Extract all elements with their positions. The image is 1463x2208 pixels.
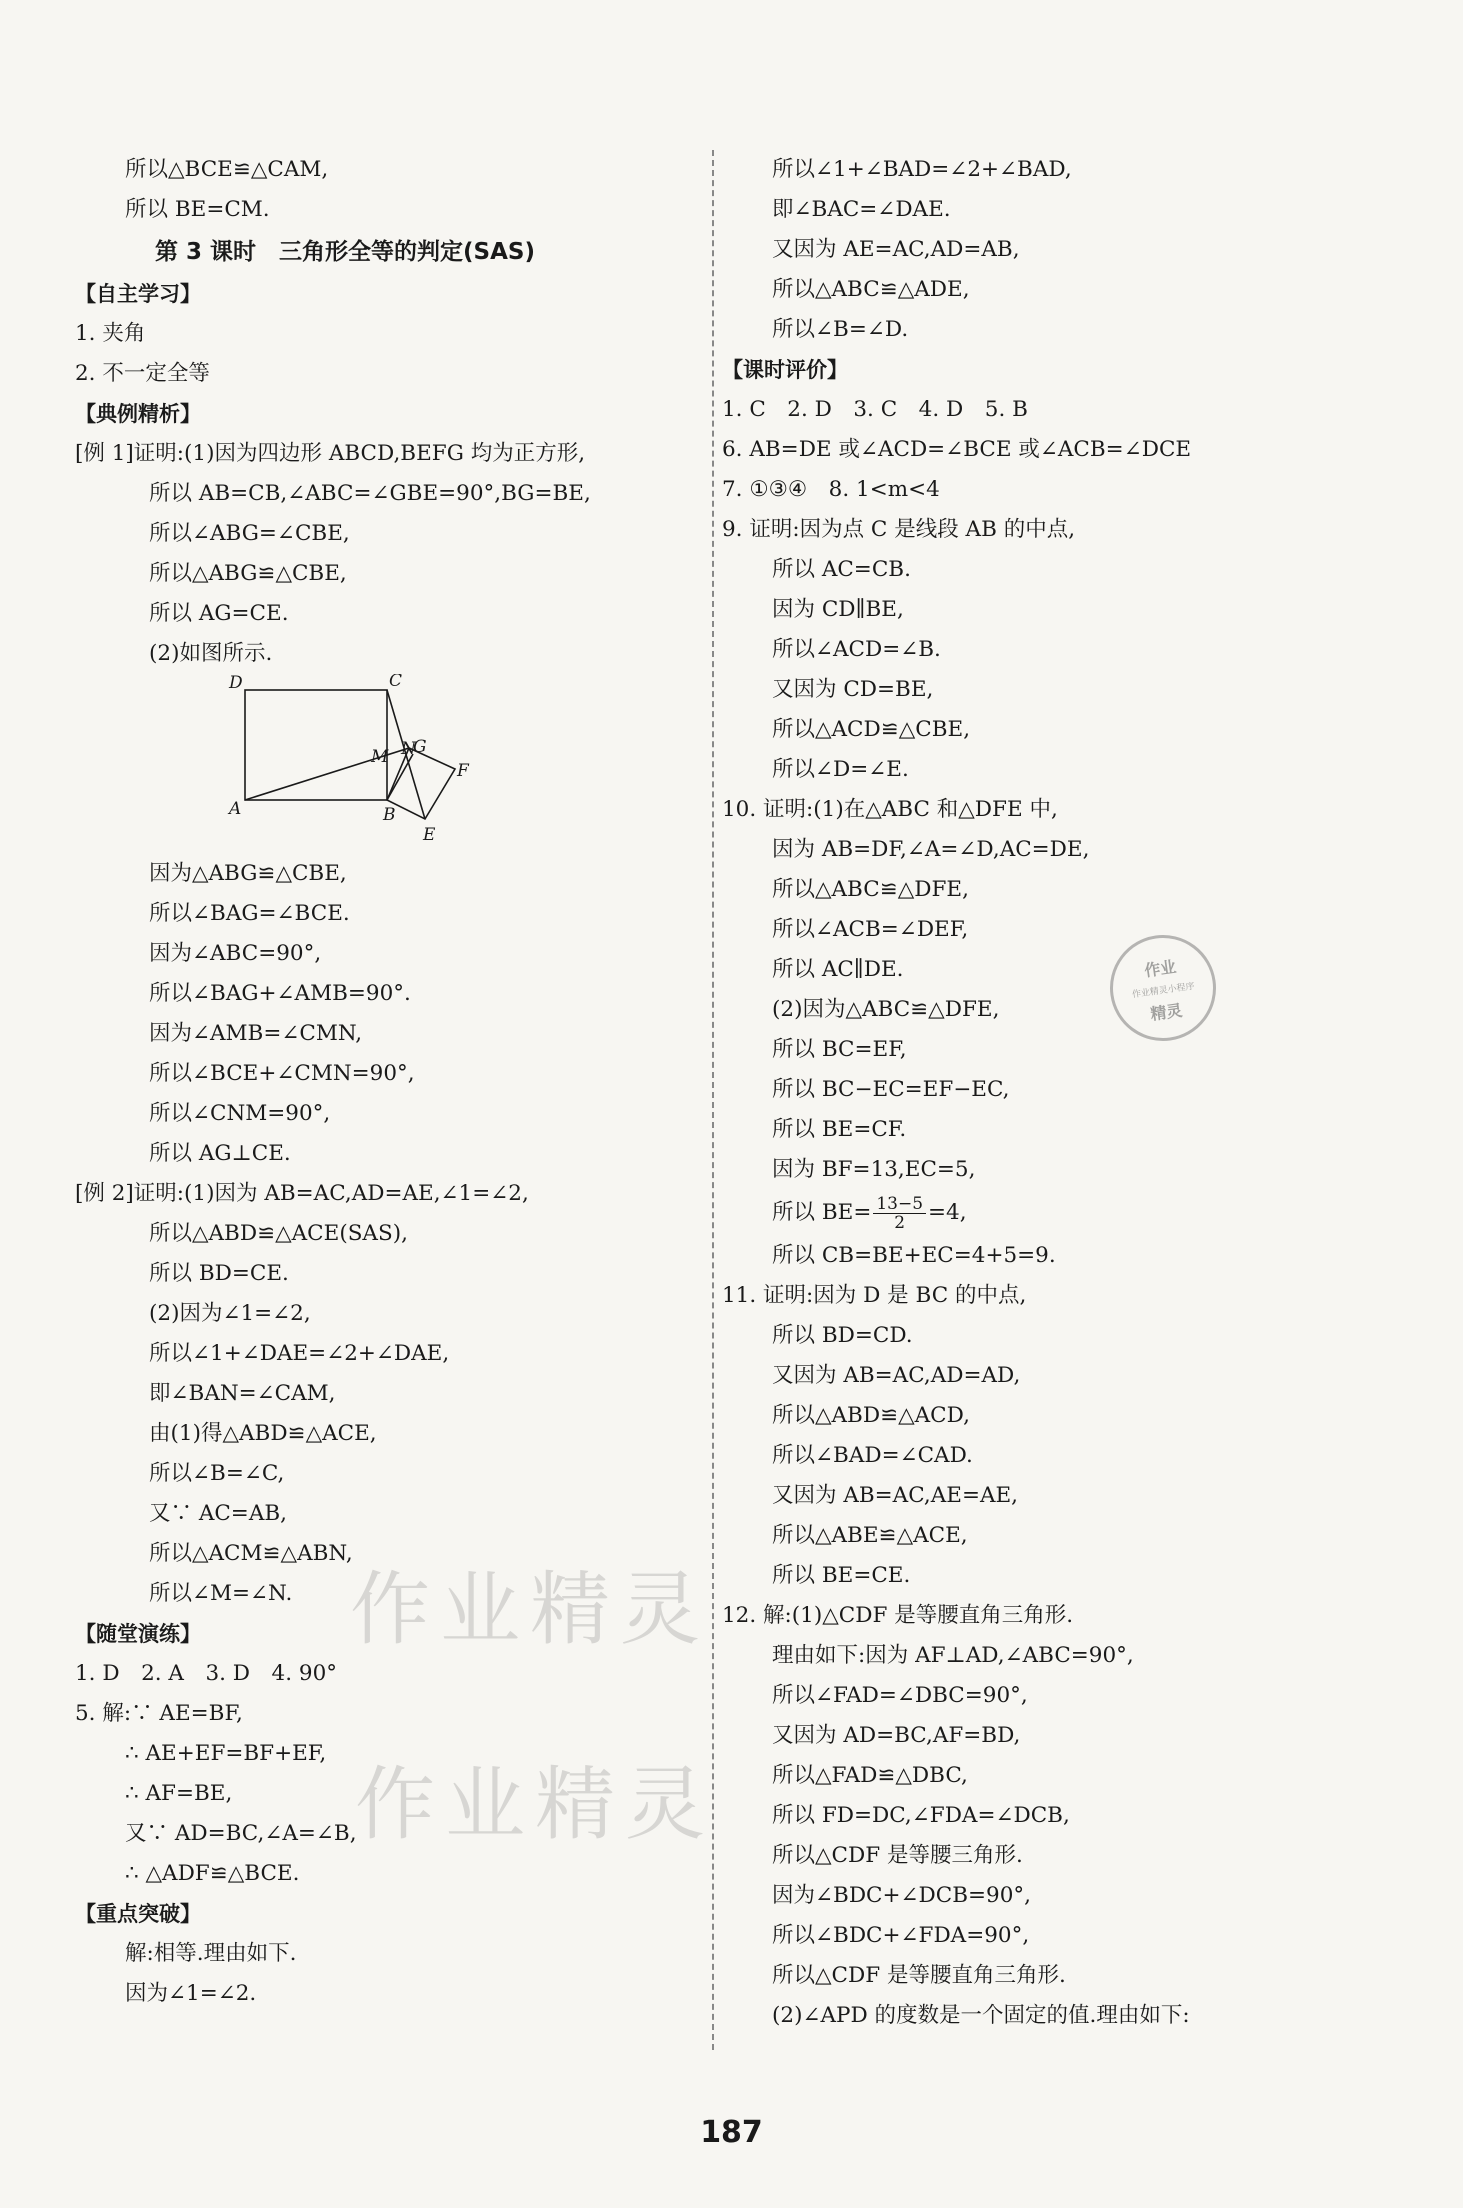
text-line: 12. 解:(1)△CDF 是等腰直角三角形.	[722, 1603, 1074, 1628]
section-heading: 【重点突破】	[75, 1902, 201, 1926]
label-c: C	[389, 674, 403, 691]
text-line: 又因为 AE=AC,AD=AB,	[772, 237, 1020, 262]
text-line: ∴ AE+EF=BF+EF,	[125, 1741, 327, 1766]
text-line: 因为 CD∥BE,	[772, 597, 904, 622]
fraction-suffix: =4,	[928, 1200, 967, 1225]
fraction-prefix: 所以 BE=	[772, 1200, 872, 1225]
text-line: [例 2]证明:(1)因为 AB=AC,AD=AE,∠1=∠2,	[75, 1181, 529, 1206]
text-line: 所以△CDF 是等腰直角三角形.	[772, 1963, 1066, 1988]
page-number: 187	[700, 2115, 763, 2150]
text-line: 所以∠BDC+∠FDA=90°,	[772, 1923, 1030, 1948]
label-n: N	[401, 739, 416, 759]
text-line: 所以 BD=CE.	[149, 1261, 289, 1286]
text-line: 所以△CDF 是等腰三角形.	[772, 1843, 1023, 1868]
square-abcd	[245, 690, 387, 800]
text-line: 又∵ AD=BC,∠A=∠B,	[125, 1821, 357, 1846]
text-line: 又∵ AC=AB,	[149, 1501, 287, 1526]
text-line: 所以∠B=∠C,	[149, 1461, 285, 1486]
text-line: 理由如下:因为 AF⊥AD,∠ABC=90°,	[772, 1643, 1134, 1668]
text-line: 所以∠ABG=∠CBE,	[149, 521, 350, 546]
text-line: 所以 BC−EC=EF−EC,	[772, 1077, 1010, 1102]
text-line: 所以∠D=∠E.	[772, 757, 909, 782]
text-line: 因为 BF=13,EC=5,	[772, 1157, 976, 1182]
text-line: 9. 证明:因为点 C 是线段 AB 的中点,	[722, 517, 1076, 542]
text-line: 1. 夹角	[75, 321, 146, 346]
text-line: 所以∠1+∠BAD=∠2+∠BAD,	[772, 157, 1072, 182]
label-b: B	[383, 805, 396, 825]
text-line: 所以∠ACD=∠B.	[772, 637, 941, 662]
text-line: 5. 解:∵ AE=BF,	[75, 1701, 243, 1726]
text-line: 11. 证明:因为 D 是 BC 的中点,	[722, 1283, 1027, 1308]
label-a: A	[229, 799, 242, 819]
text-line: 所以∠BCE+∠CMN=90°,	[149, 1061, 415, 1086]
section-heading: 【典例精析】	[75, 402, 201, 426]
stamp-middle: 作业精灵小程序	[1131, 981, 1196, 1001]
text-line: 所以∠1+∠DAE=∠2+∠DAE,	[149, 1341, 450, 1366]
section-heading: 【随堂演练】	[75, 1622, 201, 1646]
text-line: (2)因为△ABC≌△DFE,	[772, 997, 1000, 1022]
text-line: 所以∠ACB=∠DEF,	[772, 917, 969, 942]
text-line: 所以△ABE≌△ACE,	[772, 1523, 968, 1548]
text-line: 所以 BE=CE.	[772, 1563, 911, 1588]
stamp-top: 作业	[1143, 957, 1178, 981]
text-line: 又因为 AB=AC,AD=AD,	[772, 1363, 1021, 1388]
text-line: 所以△ACM≌△ABN,	[149, 1541, 353, 1566]
text-line: 所以 CB=BE+EC=4+5=9.	[772, 1243, 1056, 1268]
text-line: 又因为 CD=BE,	[772, 677, 934, 702]
label-e: E	[423, 825, 436, 845]
text-line: 即∠BAN=∠CAM,	[149, 1381, 336, 1406]
text-line: 所以∠CNM=90°,	[149, 1101, 331, 1126]
text-line: 所以△ABD≌△ACD,	[772, 1403, 970, 1428]
text-line: 10. 证明:(1)在△ABC 和△DFE 中,	[722, 797, 1058, 822]
text-line: 所以 BE=CM.	[125, 197, 270, 222]
text-line: 所以 AG=CE.	[149, 601, 289, 626]
lesson-title: 第 3 课时 三角形全等的判定(SAS)	[155, 239, 535, 265]
text-line: 所以∠FAD=∠DBC=90°,	[772, 1683, 1028, 1708]
section-heading: 【自主学习】	[75, 282, 201, 306]
text-line: 又因为 AD=BC,AF=BD,	[772, 1723, 1021, 1748]
label-m: M	[371, 747, 389, 767]
text-line: 所以∠BAG+∠AMB=90°.	[149, 981, 411, 1006]
text-line: 所以△ABC≌△ADE,	[772, 277, 970, 302]
text-line: 所以 AG⊥CE.	[149, 1141, 291, 1166]
text-line: 所以∠B=∠D.	[772, 317, 909, 342]
segment-bg-inner	[387, 754, 413, 800]
text-line: (2)∠APD 的度数是一个固定的值.理由如下:	[772, 2003, 1190, 2028]
text-line: 因为∠AMB=∠CMN,	[149, 1021, 363, 1046]
fraction-line	[722, 1190, 1362, 1236]
text-line: 所以∠BAG=∠BCE.	[149, 901, 350, 926]
text-line: 所以 BE=CF.	[772, 1117, 907, 1142]
text-line: 解:相等.理由如下.	[125, 1941, 297, 1966]
geometry-figure	[215, 674, 695, 854]
text-line: (2)因为∠1=∠2,	[149, 1301, 311, 1326]
label-d: D	[229, 674, 243, 693]
text-line: 1. C 2. D 3. C 4. D 5. B	[722, 397, 1028, 422]
square-diagram	[215, 674, 475, 854]
text-line: ∴ △ADF≌△BCE.	[125, 1861, 300, 1886]
right-column	[722, 150, 1362, 2036]
text-line: 2. 不一定全等	[75, 361, 210, 386]
text-line: 所以 AC∥DE.	[772, 957, 904, 982]
text-line: 所以△ACD≌△CBE,	[772, 717, 971, 742]
text-line: 1. D 2. A 3. D 4. 90°	[75, 1661, 338, 1686]
text-line: 所以 AB=CB,∠ABC=∠GBE=90°,BG=BE,	[149, 481, 591, 506]
text-line: 因为△ABG≌△CBE,	[149, 861, 347, 886]
text-line: 6. AB=DE 或∠ACD=∠BCE 或∠ACB=∠DCE	[722, 437, 1192, 462]
text-line: 所以∠M=∠N.	[149, 1581, 293, 1606]
text-line: 所以 BD=CD.	[772, 1323, 913, 1348]
watermark: 作业精灵	[355, 1758, 715, 1851]
text-line: 所以△ABG≌△CBE,	[149, 561, 347, 586]
fraction	[873, 1195, 926, 1232]
text-line: 因为∠BDC+∠DCB=90°,	[772, 1883, 1031, 1908]
text-line: 所以△BCE≌△CAM,	[125, 157, 329, 182]
text-line: 所以 AC=CB.	[772, 557, 911, 582]
label-f: F	[457, 761, 469, 781]
fraction-denominator: 2	[894, 1212, 906, 1233]
text-line: 所以 FD=DC,∠FDA=∠DCB,	[772, 1803, 1070, 1828]
text-line: [例 1]证明:(1)因为四边形 ABCD,BEFG 均为正方形,	[75, 441, 586, 466]
text-line: 所以 BC=EF,	[772, 1037, 907, 1062]
text-line: (2)如图所示.	[149, 641, 273, 666]
fraction-numerator: 13−5	[873, 1195, 926, 1214]
section-heading: 【课时评价】	[722, 358, 848, 382]
text-line: 7. ①③④ 8. 1<m<4	[722, 477, 940, 502]
text-line: 所以△ABC≌△DFE,	[772, 877, 969, 902]
text-line: 即∠BAC=∠DAE.	[772, 197, 951, 222]
left-column	[75, 150, 695, 2014]
label-g: G	[413, 737, 427, 757]
text-line: 因为 AB=DF,∠A=∠D,AC=DE,	[772, 837, 1090, 862]
text-line: 因为∠ABC=90°,	[149, 941, 322, 966]
text-line: 所以△ABD≌△ACE(SAS),	[149, 1221, 408, 1246]
text-line: 由(1)得△ABD≌△ACE,	[149, 1421, 377, 1446]
text-line: 又因为 AB=AC,AE=AE,	[772, 1483, 1019, 1508]
text-line: 所以△FAD≌△DBC,	[772, 1763, 968, 1788]
stamp-bottom: 精灵	[1149, 1000, 1184, 1024]
text-line: 所以∠BAD=∠CAD.	[772, 1443, 973, 1468]
text-line: ∴ AF=BE,	[125, 1781, 233, 1806]
text-line: 因为∠1=∠2.	[125, 1981, 257, 2006]
watermark: 作业精灵	[350, 1563, 710, 1656]
